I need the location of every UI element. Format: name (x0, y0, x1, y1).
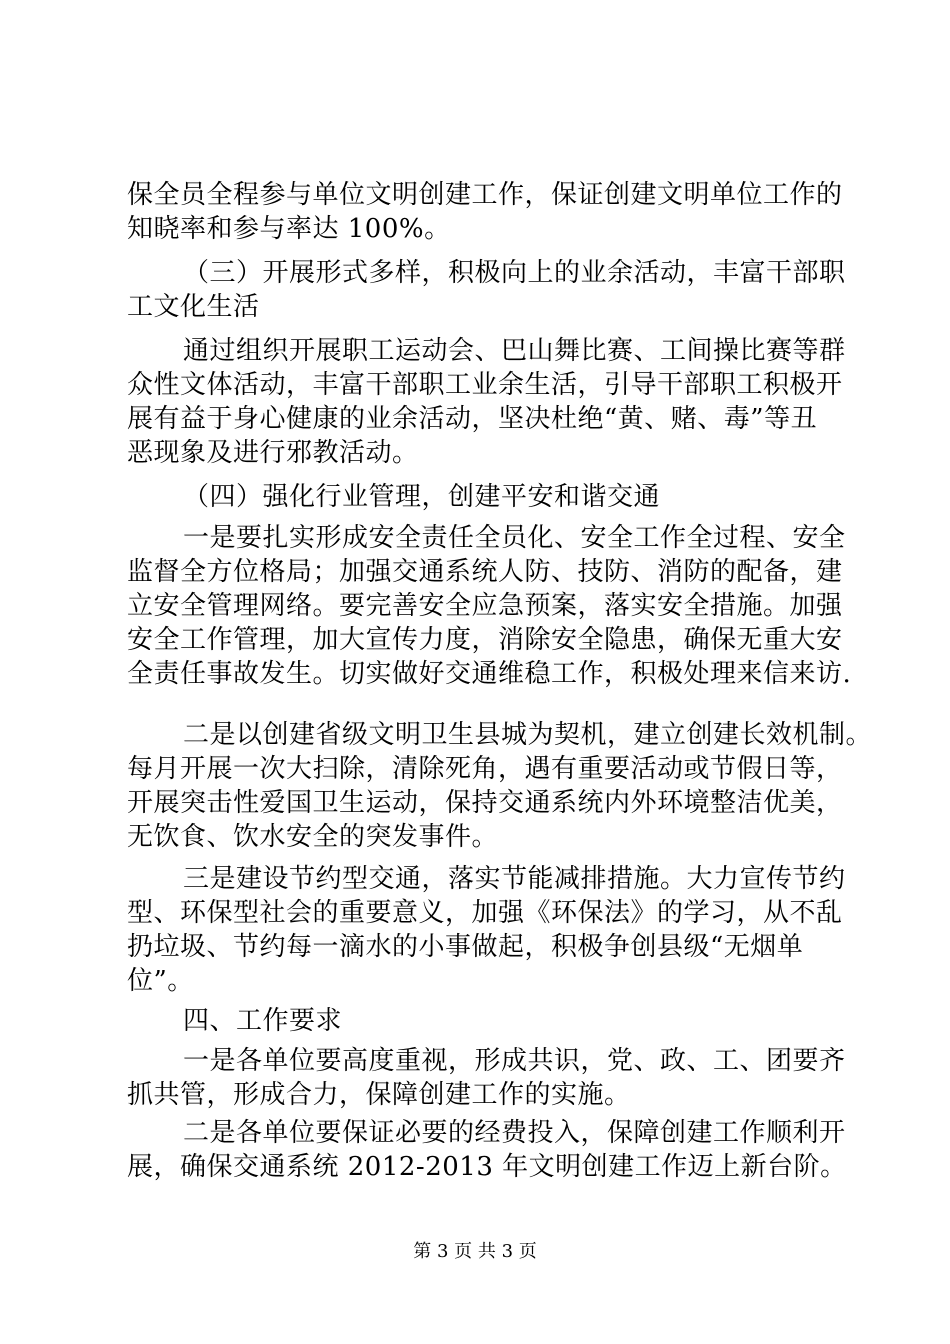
paragraph-line: 型、环保型社会的重要意义，加强《环保法》的学习，从不乱 (127, 898, 843, 928)
paragraph-line: 开展突击性爱国卫生运动，保持交通系统内外环境整洁优美， (127, 788, 843, 818)
paragraph-line: 知晓率和参与率达 100%。 (127, 214, 451, 244)
page-number-footer: 第 3 页 共 3 页 (413, 1241, 537, 1262)
paragraph-line: 展，确保交通系统 2012-2013 年文明创建工作迈上新台阶。 (127, 1152, 847, 1182)
paragraph-line: 监督全方位格局；加强交通系统人防、技防、消防的配备，建 (127, 557, 843, 587)
paragraph-line: 每月开展一次大扫除，清除死角，遇有重要活动或节假日等， (127, 754, 843, 784)
paragraph-line: 一是要扎实形成安全责任全员化、安全工作全过程、安全 (183, 523, 846, 553)
paragraph-line: 扔垃圾、节约每一滴水的小事做起，积极争创县级“无烟单 (127, 932, 804, 962)
paragraph-line: 位”。 (127, 966, 194, 996)
paragraph-line: 无饮食、饮水安全的突发事件。 (127, 822, 499, 852)
paragraph-line: 展有益于身心健康的业余活动，坚决杜绝“黄、赌、毒”等丑 (127, 404, 818, 434)
paragraph-line: 通过组织开展职工运动会、巴山舞比赛、工间操比赛等群 (183, 336, 846, 366)
paragraph-line: 众性文体活动，丰富干部职工业余生活，引导干部职工积极开 (127, 370, 843, 400)
paragraph-line: 恶现象及进行邪教活动。 (127, 438, 419, 468)
paragraph-line: 安全工作管理，加大宣传力度，消除安全隐患，确保无重大安 (127, 625, 843, 655)
paragraph-line: 立安全管理网络。要完善安全应急预案，落实安全措施。加强 (127, 591, 843, 621)
paragraph-line: 二是以创建省级文明卫生县城为契机，建立创建长效机制。 (183, 720, 873, 750)
section-heading: 工文化生活 (127, 292, 260, 322)
paragraph-line: 全责任事故发生。切实做好交通维稳工作，积极处理来信来访. (127, 659, 852, 689)
paragraph-line: 二是各单位要保证必要的经费投入，保障创建工作顺利开 (183, 1118, 846, 1148)
section-heading: （三）开展形式多样，积极向上的业余活动，丰富干部职 (183, 258, 846, 288)
paragraph-line: 保全员全程参与单位文明创建工作，保证创建文明单位工作的 (127, 180, 843, 210)
paragraph-line: 三是建设节约型交通，落实节能减排措施。大力宣传节约 (183, 864, 846, 894)
section-heading: （四）强化行业管理，创建平安和谐交通 (183, 482, 661, 512)
section-heading: 四、工作要求 (183, 1006, 343, 1036)
paragraph-line: 抓共管，形成合力，保障创建工作的实施。 (127, 1080, 631, 1110)
paragraph-line: 一是各单位要高度重视，形成共识，党、政、工、团要齐 (183, 1046, 846, 1076)
